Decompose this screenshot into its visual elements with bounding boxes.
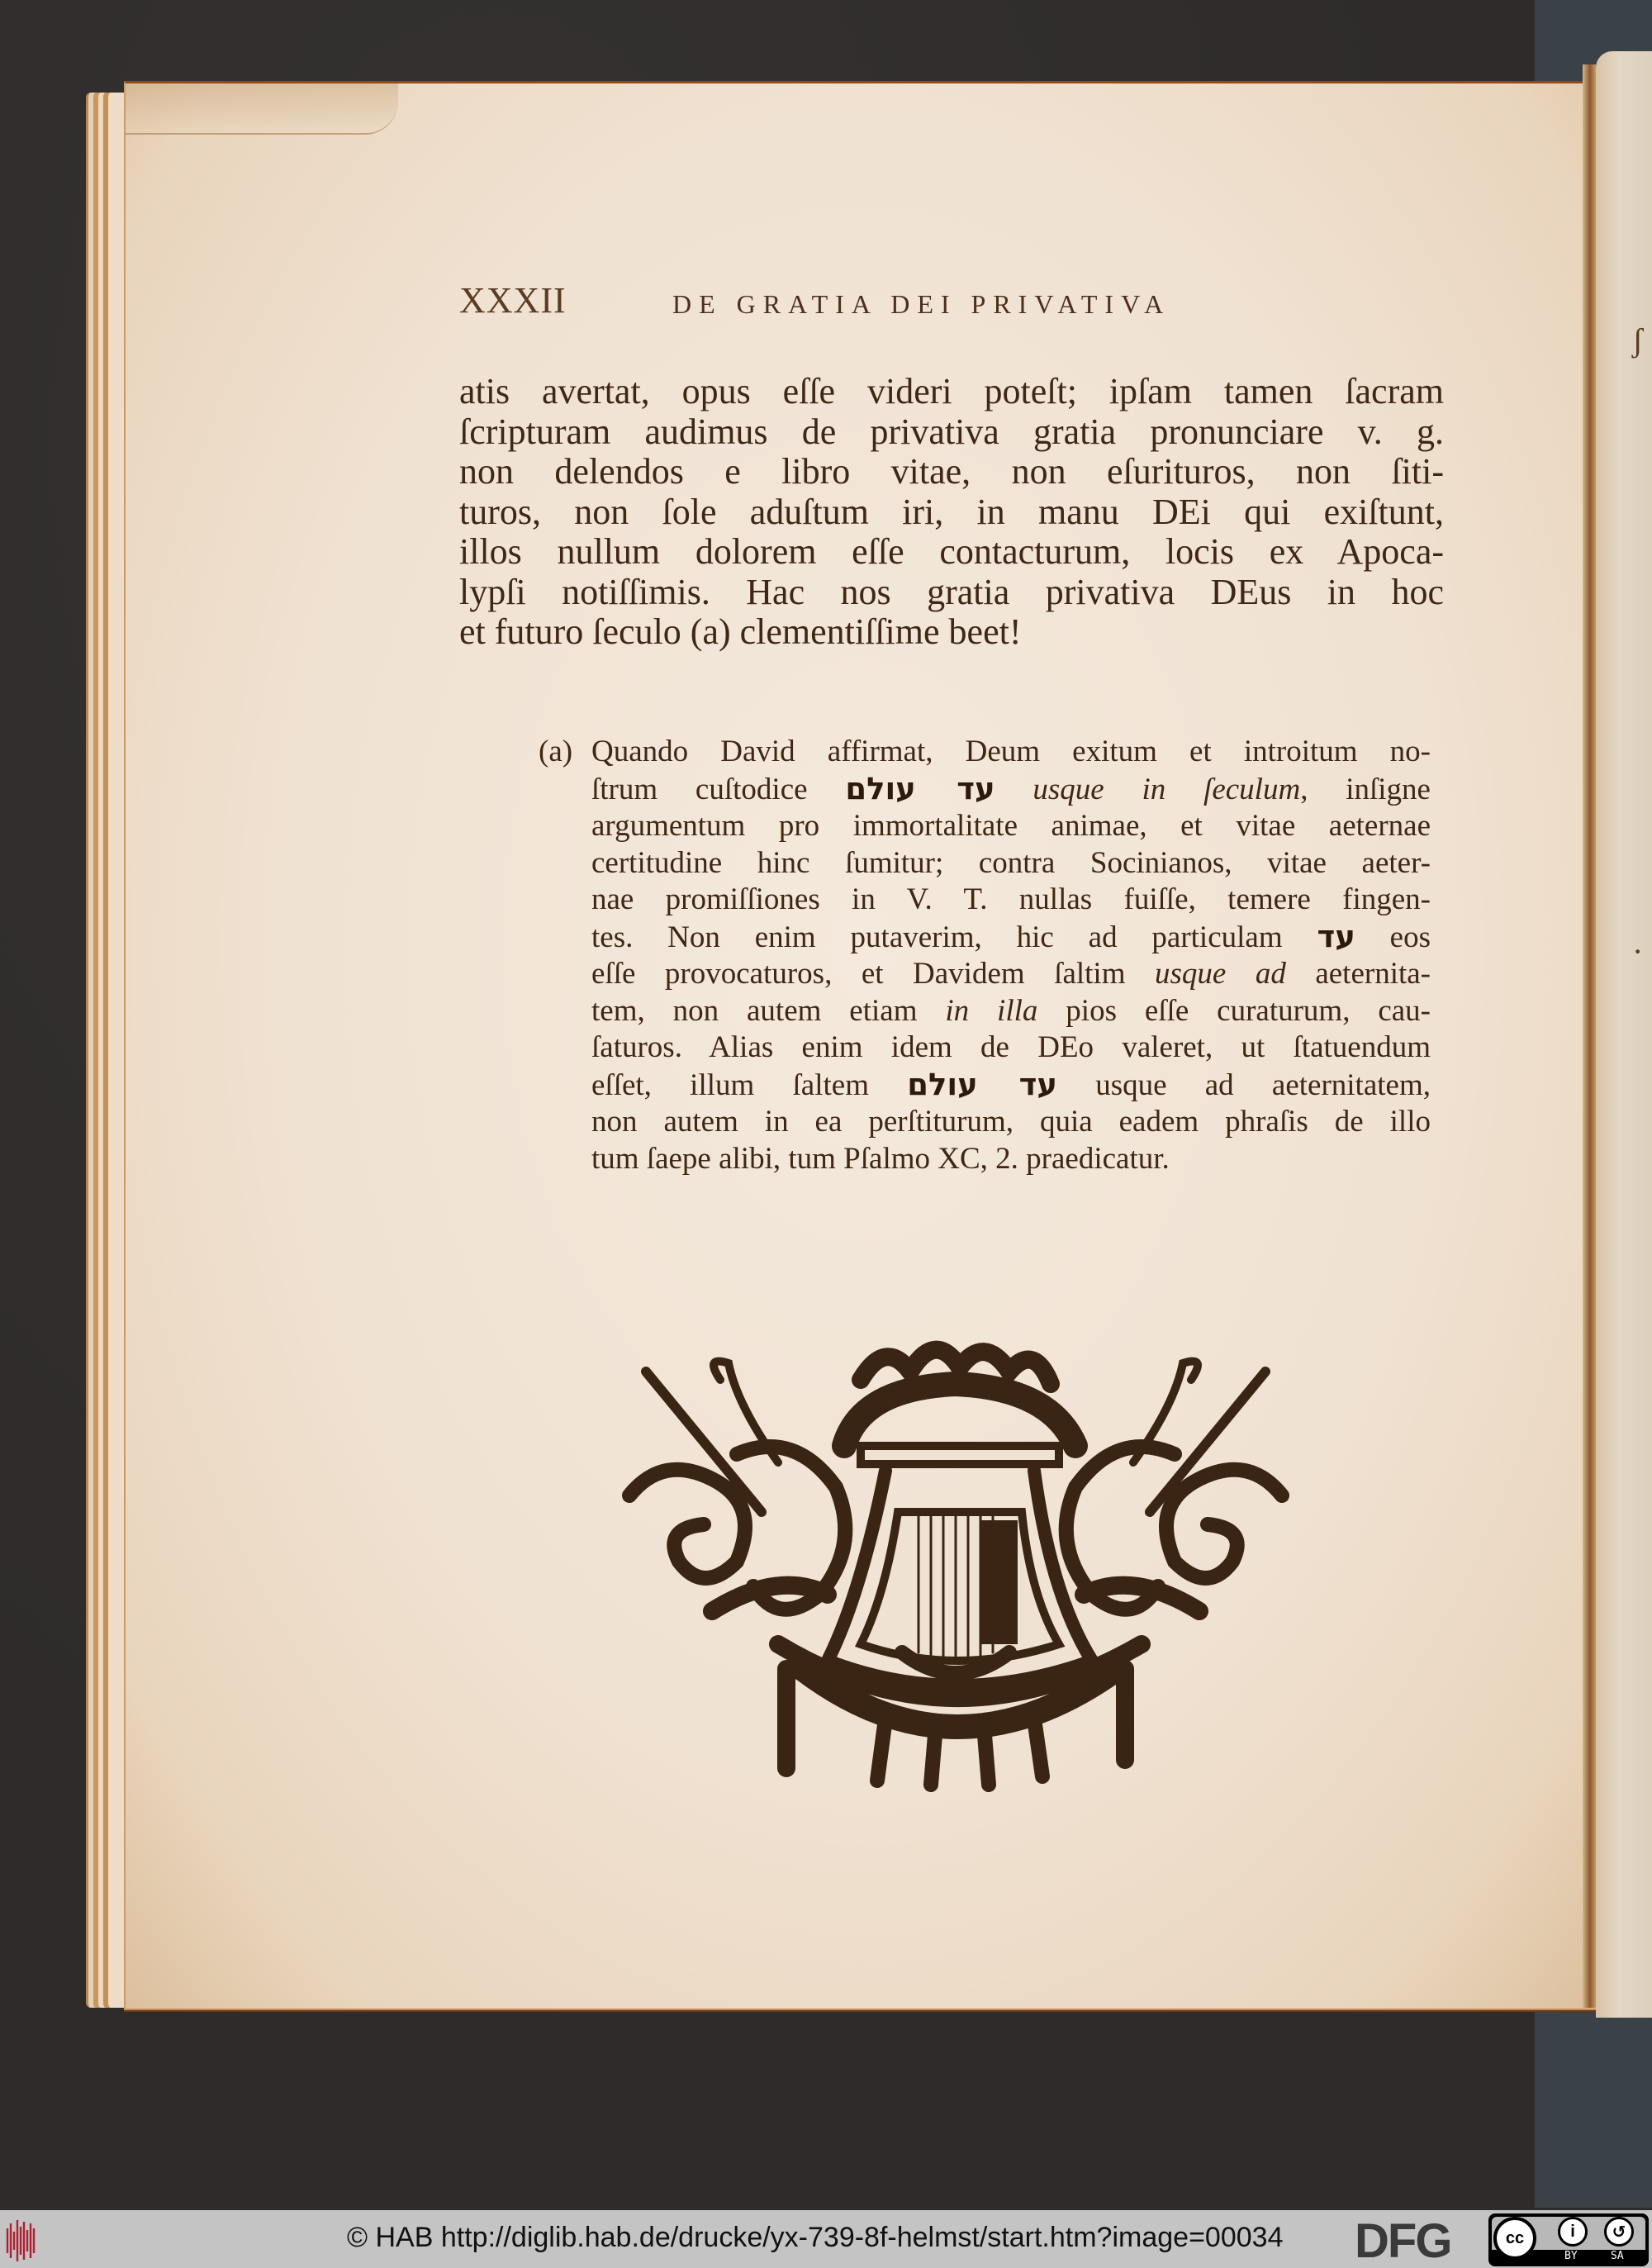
woodcut-ornament-icon [613,1322,1298,1793]
copyright-link[interactable]: © HAB http://diglib.hab.de/drucke/yx-739-8f-helmst/start.htm?image=00034 [347,2222,1284,2253]
body-text [459,372,1444,653]
body-line: non delendos e libro vitae, non eſurituros, non ſiti- [459,451,1444,492]
body-line: atis avertat, opus eſſe videri poteſt; ipſam tamen ſacram [459,371,1444,411]
attribution-icon: i [1558,2217,1588,2247]
footnote-line [539,1067,1431,1105]
facing-page-text-fragment: · [1632,933,1644,970]
footnote [539,734,1431,1177]
footnote-line [539,1104,1431,1141]
facing-page-ornament-fragment: ʃ [1632,321,1644,359]
footnote-text: argumentum pro immortalitate animae, et vitae aeternae [591,809,1431,843]
hebrew-phrase: עד עולם [845,770,995,806]
footnote-text: , inſigne [1300,772,1431,806]
footnote-text: certitudine hinc ſumitur; contra Socinianos, vitae aeter- [591,845,1431,880]
footnote-text: tum ſaepe alibi, tum Pſalmo XC, 2. praedicatur. [591,1141,1170,1176]
footnote-text: aeternita- [1285,957,1431,991]
cc-icon: cc [1493,2217,1536,2260]
footnote-text: non autem in ea perſtiturum, quia eadem phraſis de illo [591,1105,1431,1139]
italic-phrase: usque in ſeculum [1032,772,1301,806]
footnote-line [539,956,1431,993]
italic-phrase: in illa [945,993,1038,1028]
footnote-line [539,993,1431,1030]
footnote-line [539,808,1431,845]
body-line: illos nullum dolorem eſſe contacturum, locis ex Apoca- [459,531,1444,572]
running-title: DE GRATIA DEI PRIVATIVA [672,289,1171,319]
body-line: turos, non ſole aduſtum iri, in manu DEi qui exiſtunt, [459,491,1444,532]
footnote-text: eſſe provocaturos, et Davidem ſaltim [591,957,1155,991]
hebrew-phrase: עד עולם [907,1066,1057,1102]
body-line: lypſi notiſſimis. Hac nos gratia privativa DEus in hoc [459,571,1444,612]
footnote-line [539,1029,1431,1067]
cc-by-sa-license-badge[interactable] [1488,2213,1649,2266]
footnote-line [539,919,1431,957]
share-alike-icon: ↺ [1604,2217,1634,2247]
footnote-line [539,1141,1431,1178]
body-line: ſcripturam audimus de privativa gratia pronunciare v. g. [459,411,1444,452]
footer-bar [0,2210,1652,2268]
hebrew-phrase: עד [1317,918,1355,954]
footnote-line [539,882,1431,919]
footnote-text: ſtrum cuſtodice [591,772,846,806]
footnote-text: nae promiſſiones in V. T. nullas fuiſſe, temere fingen- [591,882,1431,916]
running-head [459,279,1450,329]
footnote-text: tem, non autem etiam [591,993,946,1028]
footnote-text [995,773,1033,806]
footnote-text: eos [1355,920,1431,954]
body-line: et futuro ſeculo (a) clementiſſime beet! [459,611,1022,652]
footnote-line [539,771,1431,809]
footnote-text: usque ad aeternitatem, [1056,1067,1431,1102]
footnote-line [539,845,1431,882]
footnote-text: pios eſſe curaturum, cau- [1037,993,1431,1028]
footnote-text: eſſet, illum ſaltem [591,1067,908,1102]
page-number: XXXII [459,280,567,321]
hab-logo-icon[interactable] [5,2217,36,2263]
sa-label: SA [1611,2250,1624,2262]
by-label: BY [1564,2250,1578,2262]
footnote-text: ſaturos. Alias enim idem de DEo valeret, ut ſtatuendum [591,1030,1431,1064]
facing-page-edge [1596,51,1652,2018]
italic-phrase: usque ad [1155,957,1286,991]
footnote-marker: (a) [539,735,573,768]
dfg-logo[interactable]: DFG [1355,2214,1451,2268]
book-gutter [1583,64,1596,2008]
footnote-text: Quando David affirmat, Deum exitum et introitum no- [591,735,1431,768]
footnote-text: tes. Non enim putaverim, hic ad particulam [591,920,1317,954]
footnote-line [539,734,1431,771]
